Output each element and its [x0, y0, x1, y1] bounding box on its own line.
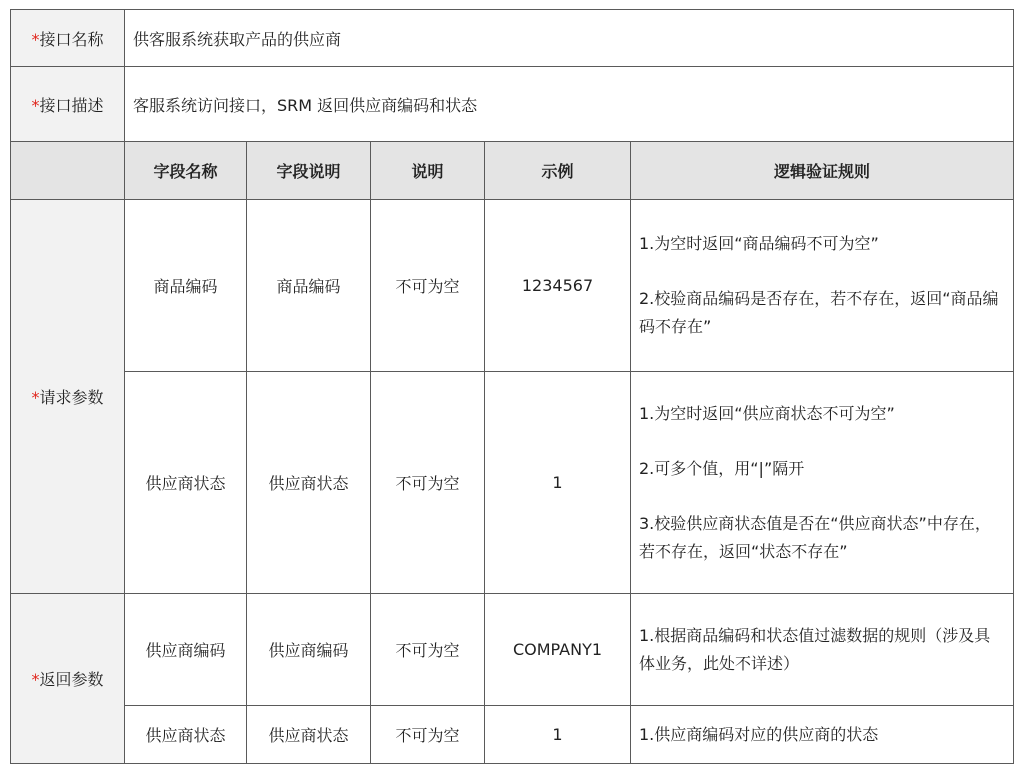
example-cell: 1234567 [485, 200, 631, 372]
example-cell: COMPANY1 [485, 594, 631, 706]
example-cell: 1 [485, 706, 631, 764]
interface-name-label-cell [11, 10, 125, 67]
rule-line: 1.为空时返回“供应商状态不可为空” [639, 403, 895, 423]
rule-line: 3.校验供应商状态值是否在“供应商状态”中存在，若不存在，返回“状态不存在” [639, 513, 991, 561]
rule-line: 1.根据商品编码和状态值过滤数据的规则（涉及具体业务，此处不详述） [639, 625, 991, 673]
field-name-cell: 供应商编码 [125, 594, 247, 706]
required-mark: * [31, 29, 40, 49]
rule-line: 1.供应商编码对应的供应商的状态 [639, 724, 879, 744]
field-desc-cell: 商品编码 [247, 200, 371, 372]
interface-name-label: 接口名称 [39, 29, 104, 49]
rule-line: 2.校验商品编码是否存在，若不存在，返回“商品编码不存在” [639, 289, 999, 336]
header-note: 说明 [371, 142, 485, 200]
request-params-label: 请求参数 [39, 388, 104, 407]
required-mark: * [31, 388, 40, 407]
required-mark: * [31, 670, 40, 689]
required-mark: * [31, 95, 40, 115]
example-cell: 1 [485, 372, 631, 594]
return-params-label: 返回参数 [39, 670, 104, 689]
field-name-cell: 供应商状态 [125, 372, 247, 594]
table-row [11, 200, 1014, 372]
header-validation-rules: 逻辑验证规则 [631, 142, 1014, 200]
interface-desc-value: 客服系统访问接口，SRM 返回供应商编码和状态 [125, 67, 1014, 142]
table-row [11, 594, 1014, 706]
table-row [11, 706, 1014, 764]
field-name-cell: 商品编码 [125, 200, 247, 372]
column-header-row [11, 142, 1014, 200]
field-desc-cell: 供应商状态 [247, 706, 371, 764]
header-field-name: 字段名称 [125, 142, 247, 200]
interface-desc-label-cell [11, 67, 125, 142]
table-row [11, 372, 1014, 594]
rule-line: 2.可多个值，用“|”隔开 [639, 458, 805, 478]
field-name-cell: 供应商状态 [125, 706, 247, 764]
note-cell: 不可为空 [371, 200, 485, 372]
note-cell: 不可为空 [371, 594, 485, 706]
interface-desc-label: 接口描述 [39, 95, 104, 115]
field-desc-cell: 供应商编码 [247, 594, 371, 706]
request-params-label-cell [11, 200, 125, 594]
header-field-desc: 字段说明 [247, 142, 371, 200]
field-desc-cell: 供应商状态 [247, 372, 371, 594]
rules-cell [631, 594, 1014, 706]
interface-desc-row [11, 67, 1014, 142]
rules-cell [631, 372, 1014, 594]
header-blank-cell [11, 142, 125, 200]
note-cell: 不可为空 [371, 706, 485, 764]
rule-line: 1.为空时返回“商品编码不可为空” [639, 234, 879, 253]
interface-name-row [11, 10, 1014, 67]
header-example: 示例 [485, 142, 631, 200]
interface-spec-table [10, 9, 1014, 764]
interface-name-value: 供客服系统获取产品的供应商 [125, 10, 1014, 67]
rules-cell [631, 706, 1014, 764]
return-params-label-cell [11, 594, 125, 764]
note-cell: 不可为空 [371, 372, 485, 594]
rules-cell [631, 200, 1014, 372]
